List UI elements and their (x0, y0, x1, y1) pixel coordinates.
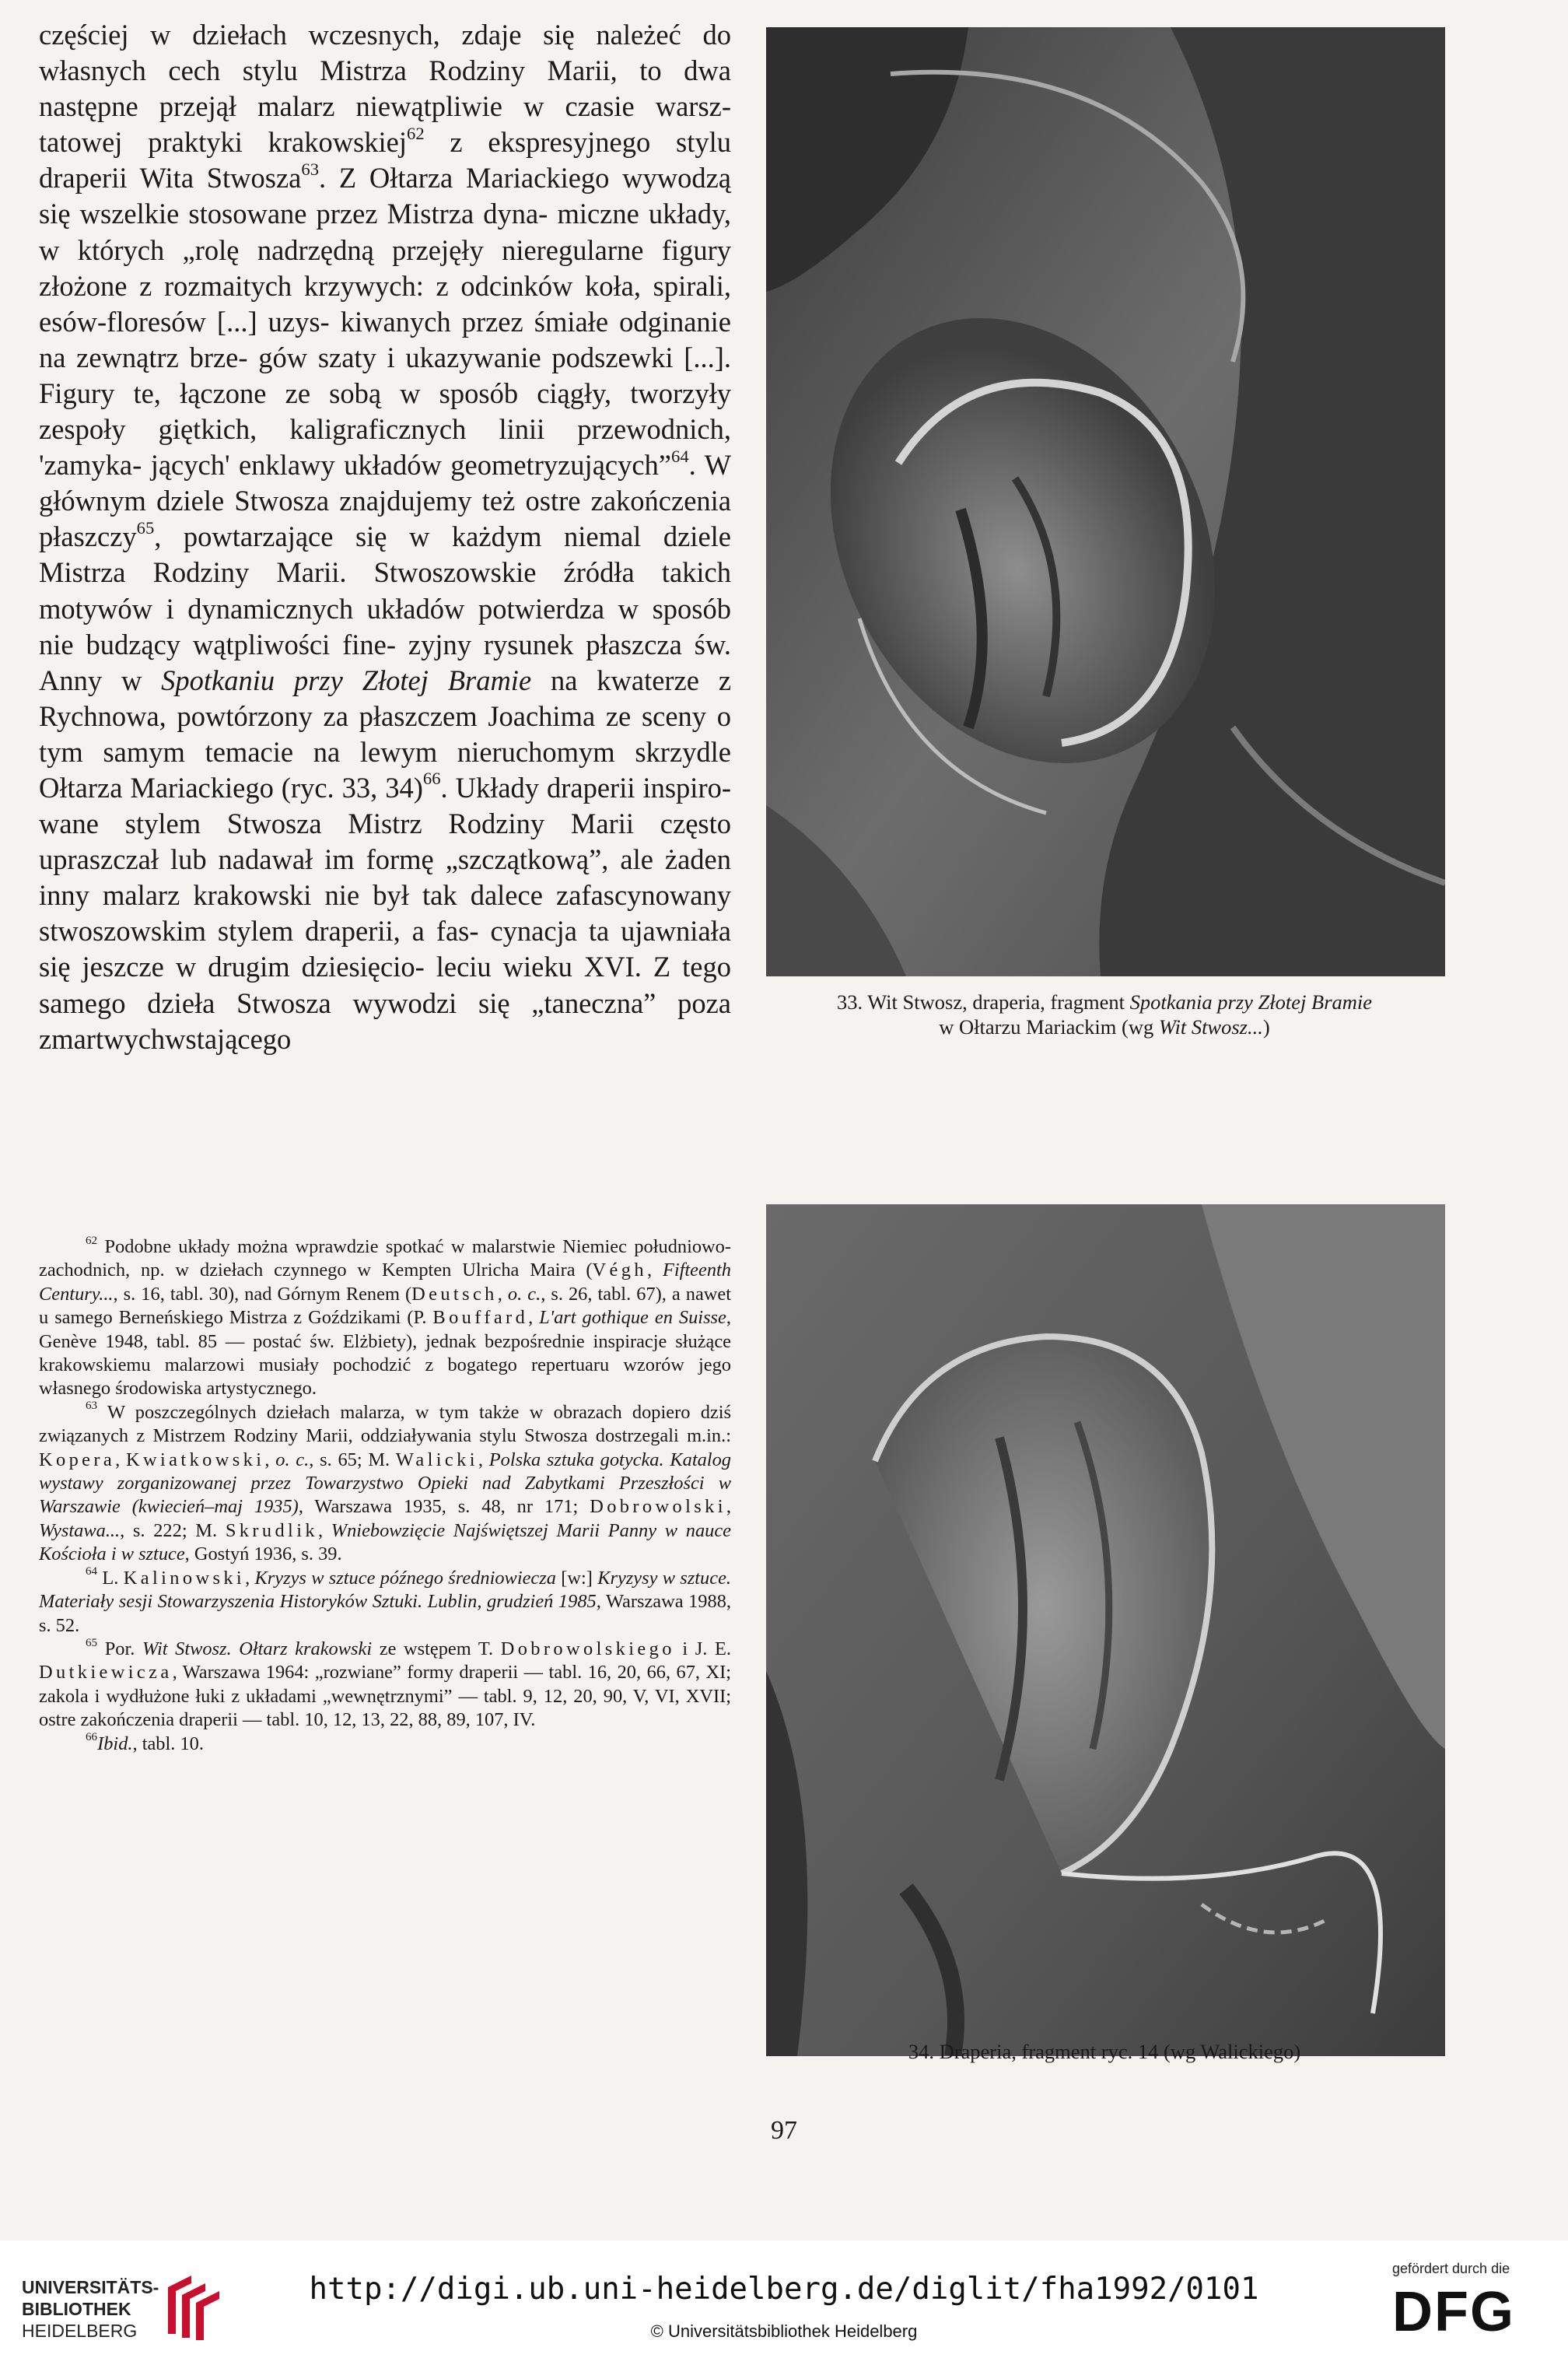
italic-title: Spotkaniu przy (161, 664, 343, 696)
figure-33-caption: 33. Wit Stwosz, draperia, fragment Spotkania przy Złotej Bramie w Ołtarzu Mariackim (wg Wit Stwosz...) (836, 990, 1373, 1039)
funder-label: gefördert durch die (1392, 2261, 1510, 2276)
text-line: . (688, 449, 696, 482)
text-line: na kwaterze z Rychnowa, powtórzony (39, 664, 732, 732)
text-line: . Układy draperii inspiro- (440, 771, 731, 804)
footnote-62: $^{62}$ Podobne układy można wprawdzie spotkać w malarstwie Niemiec południowo-zachodnich, np. w dziełach czynnego w Kempten Ulricha Maira (Végh, Fifteenth Century..., s. 16, tabl. 30), nad Górnym Renem (Deutsch, o. c., s. 26, tabl. 67), a nawet u samego Berneńskiego Mistrza z Goździkami (P. Bouffard, L'art gothique en Suisse, Genève 1948, tabl. 85 — postać św. Elżbiety), jednak bezpośrednie inspiracje służące krakowskiemu malarzowi musiały pochodzić z bogatego repertuaru wzorów jego własnego środowiska artystycznego. (39, 1234, 731, 1400)
footnote-number: 62 (86, 1234, 98, 1247)
text-line: miczne układy, w których „rolę nadrzędną przejęły (39, 198, 732, 266)
footnote-ref-66[interactable]: 66 (422, 769, 441, 789)
text-line: łączone ze sobą w sposób ciągły, tworzyły zespoły (39, 377, 732, 446)
text-line: upraszczał lub nadawał im formę „szczątkową”, ale (39, 843, 653, 876)
italic-title: Złotej Bramie (362, 664, 532, 696)
text-line: żaden inny malarz krakowski nie był tak dalece (39, 843, 732, 912)
text-line: wywodzą się wszelkie stosowane przez Mistrza dyna- (39, 162, 732, 230)
footnote-65: $^{65}$ Por. Wit Stwosz. Ołtarz krakowski ze wstępem T. Dobrowolskiego i J. E. Dutkiewicza, Warszawa 1964: „rozwiane” formy draperii — tabl. 16, 20, 66, 67, XI; zakola i wydłużone łuki z układami „wewnętrznymi” — tabl. 9, 12, 20, 90, V, VI, XVII; ostre zakończenia draperii — tabl. 10, 12, 13, 22, 88, 89, 107, IV. (39, 1636, 731, 1731)
drapery-photo-33 (766, 27, 1445, 976)
footnote-number: 63 (86, 1400, 98, 1413)
dfg-logo: DFG (1392, 2281, 1515, 2343)
figure-34-caption: 34. Draperia, fragment ryc. 14 (wg Walickiego) (908, 2040, 1301, 2063)
text-line: potwierdza w sposób nie budzący wątpliwości fine- (39, 592, 731, 660)
footnote-ref-64[interactable]: 64 (671, 446, 689, 466)
text-line: , powtarzające się w każdym (154, 520, 542, 553)
text-line: kiwanych przez śmiałe odginanie na zewnątrz brze- (39, 305, 732, 373)
text-line: W głównym dziele Stwosza znajdujemy też ostre (39, 449, 732, 517)
copyright: © Universitätsbibliothek Heidelberg (650, 2321, 918, 2341)
footnote-number: 64 (86, 1565, 98, 1578)
body-text (39, 17, 731, 1057)
text-line: cynacja ta ujawniała się jeszcze w drugim dziesięcio- (39, 915, 731, 983)
text-line: następne przejął malarz niewątpliwie w czasie warsz- (39, 90, 731, 123)
text-line: gów szaty i ukazywanie podszewki [...]. Figury te, (39, 341, 732, 409)
text-line: zafascynowany stwoszowskim stylem draperii, a fas- (39, 879, 731, 948)
footnote-ref-62[interactable]: 62 (407, 123, 425, 143)
text-line: Mariackiego (ryc. 33, 34) (130, 771, 423, 804)
figure-34-photo (766, 1204, 1445, 2056)
text-line: nieregularne figury złożone z rozmaitych krzywych: (39, 233, 732, 302)
text-line: zyjny rysunek płaszcza św. Anny w (39, 628, 732, 696)
text-line: za płaszczem Joachima ze sceny o tym samym (39, 699, 732, 768)
text-line: leciu wieku XVI. Z tego samego dzieła Stwosza (39, 951, 731, 1019)
text-line: zakończenia płaszczy (39, 485, 731, 553)
footnote-66: $^{66}$Ibid., tabl. 10. (86, 1731, 204, 1754)
page-number: 97 (771, 2116, 797, 2145)
footnote-number: 65 (86, 1636, 98, 1649)
text-line: temacie na lewym nieruchomym skrzydle Ołtarza (39, 735, 731, 804)
footnote-ref-63[interactable]: 63 (301, 159, 320, 179)
text-line: niemal dziele Mistrza Rodziny Marii. Stwoszowskie (39, 520, 731, 589)
footnote-64: $^{64}$ L. Kalinowski, Kryzys w sztuce późnego średniowiecza [w:] Kryzysy w sztuce. Materiały sesji Stowarzyszenia Historyków Sztuki. Lublin, grudzień 1985, Warszawa 1988, s. 52. (39, 1565, 732, 1636)
permalink[interactable]: http://digi.ub.uni-heidelberg.de/diglit/fha1992/0101 (309, 2272, 1259, 2307)
text-line: draperii Wita Stwosza (39, 162, 302, 194)
figure-33-photo (766, 27, 1445, 976)
drapery-photo-34 (766, 1204, 1445, 2056)
library-logo-text: UNIVERSITÄTS- BIBLIOTHEK HEIDELBERG (22, 2277, 159, 2341)
text-line: giętkich, kaligraficznych linii przewodnich, 'zamyka- (39, 413, 731, 482)
text-line: wane stylem Stwosza Mistrz Rodziny Marii często (39, 808, 731, 840)
text-line: z ekspresyjnego stylu (424, 126, 731, 159)
text-line: tatowej praktyki krakowskiej (39, 126, 408, 159)
text-line: z odcinków koła, spirali, esów-floresów [...] uzys- (39, 269, 731, 338)
footnote-ref-65[interactable]: 65 (136, 517, 155, 538)
body-paragraph (39, 17, 731, 1057)
text-line: wywodzi się „taneczna” poza zmartwychwstającego (39, 986, 731, 1055)
text-line: częściej w dziełach wczesnych, zdaje się należeć do (39, 19, 731, 51)
footnote-63: $^{63}$ W poszczególnych dziełach malarza, w tym także w obrazach dopiero dziś związanych z Mistrzem Rodziny Marii, oddziaływania stylu Stwosza dostrzegali m.in.: Kopera, Kwiatkowski, o. c., s. 65; M. Walicki, Polska sztuka gotycka. Katalog wystawy zorganizowanej przez Towarzystwo Opieki nad Zabytkami Przeszłości w Warszawie (kwiecień–maj 1935), Warszawa 1935, s. 48, nr 171; Dobrowolski, Wystawa..., s. 222; M. Skrudlik, Wniebowzięcie Najświętszej Marii Panny w nauce Kościoła i w sztuce, Gostyń 1936, s. 39. (39, 1400, 732, 1565)
footnote-number: 66 (86, 1731, 98, 1744)
text-line: . Z Ołtarza Mariackiego (319, 162, 610, 194)
footer-bar (0, 2241, 1568, 2358)
text-line: własnych cech stylu Mistrza Rodziny Marii, to dwa (39, 54, 731, 87)
text-line: jących' enklawy układów geometryzujących” (150, 449, 671, 482)
footnotes (39, 1235, 731, 1756)
text-line: źródła takich motywów i dynamicznych układów (39, 556, 731, 625)
